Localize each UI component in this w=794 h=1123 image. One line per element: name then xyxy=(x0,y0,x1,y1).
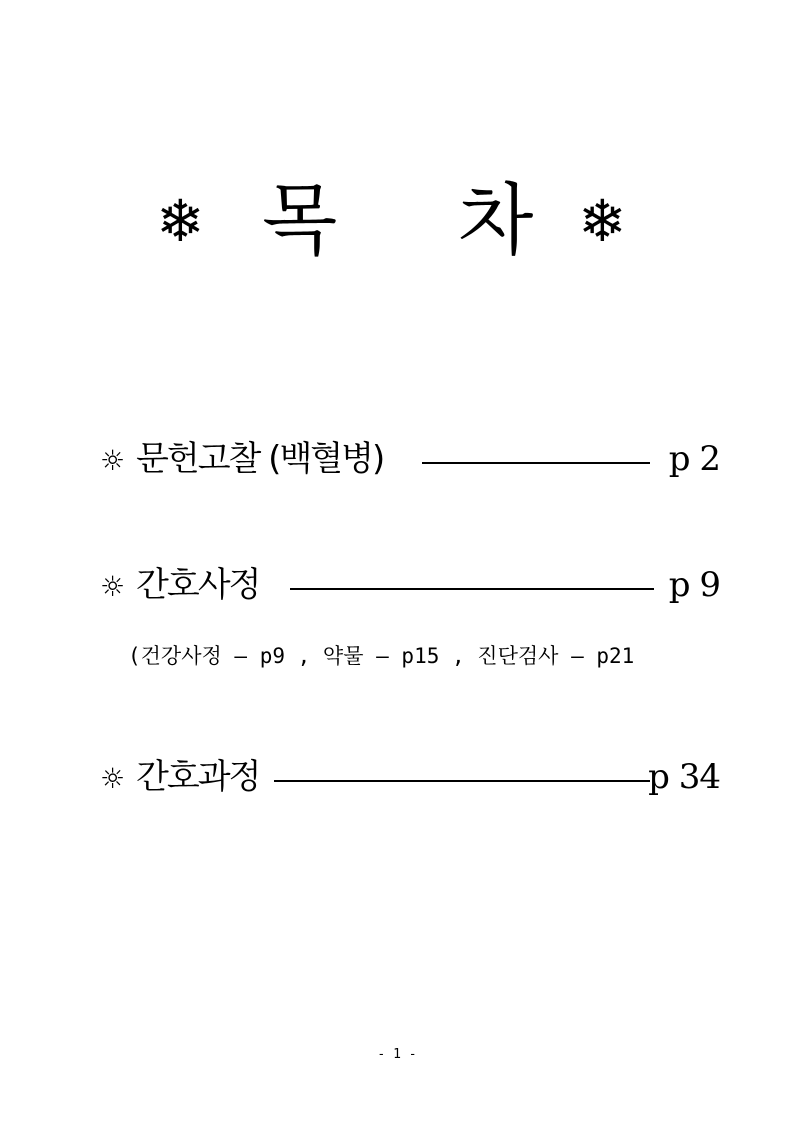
snowflake-icon: ❄ xyxy=(578,187,627,255)
toc-entry-label: 문헌고찰 (백혈병) xyxy=(136,439,384,479)
sun-icon: ☼ xyxy=(100,762,126,795)
snowflake-icon: ❄ xyxy=(156,187,205,255)
sun-icon: ☼ xyxy=(100,570,126,603)
toc-entry-nursing-assessment xyxy=(100,562,720,612)
title-word-first: 목 xyxy=(262,176,338,266)
leader-line xyxy=(422,462,650,464)
leader-line xyxy=(274,780,650,782)
title-word-second: 차 xyxy=(458,176,534,266)
leader-line xyxy=(290,588,654,590)
toc-entry-label: 간호과정 xyxy=(136,757,260,797)
sun-icon: ☼ xyxy=(100,444,126,477)
toc-subentries: (건강사정 – p9 , 약물 – p15 , 진단검사 – p21 xyxy=(128,644,635,668)
toc-entry-literature-review xyxy=(100,436,720,486)
toc-title xyxy=(0,178,794,268)
toc-entry-page: p 2 xyxy=(668,439,720,479)
toc-entry-page: p 34 xyxy=(648,757,720,797)
page-number: - 1 - xyxy=(377,1047,417,1062)
toc-entry-page: p 9 xyxy=(668,565,720,605)
toc-entry-label: 간호사정 xyxy=(136,565,260,605)
toc-entry-nursing-process xyxy=(100,754,720,804)
